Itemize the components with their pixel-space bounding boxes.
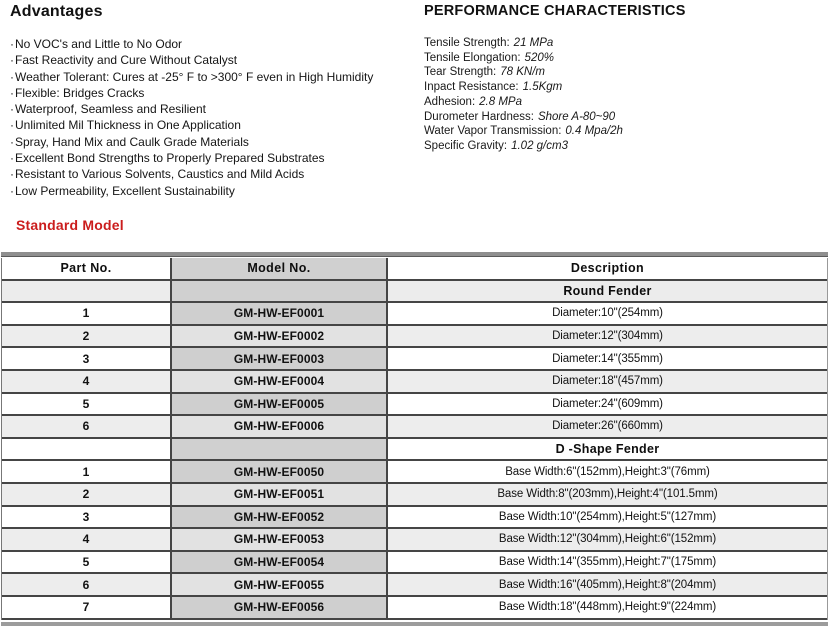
table-row	[2, 484, 827, 507]
part-cell: 6	[2, 416, 172, 437]
part-cell: 1	[2, 461, 172, 482]
table-row	[2, 326, 827, 349]
model-cell-empty	[172, 439, 388, 460]
description-cell: Diameter:12"(304mm)	[388, 326, 827, 347]
advantage-item	[10, 166, 415, 182]
spec-label: Inpact Resistance:	[424, 81, 519, 94]
performance-list	[424, 36, 824, 154]
spec-label: Durometer Hardness:	[424, 110, 534, 123]
part-cell: 3	[2, 348, 172, 369]
bullet-glyph: ·	[10, 134, 14, 149]
advantage-item	[10, 85, 415, 101]
part-cell: 7	[2, 597, 172, 618]
part-cell: 4	[2, 529, 172, 550]
spec-label: Adhesion:	[424, 95, 476, 108]
spec-value: 21 MPa	[513, 37, 554, 49]
product-table	[1, 252, 828, 626]
advantage-item	[10, 117, 415, 133]
description-cell: Diameter:18"(457mm)	[388, 371, 827, 392]
table-row	[2, 597, 827, 620]
advantage-text: Waterproof, Seamless and Resilient	[15, 102, 206, 117]
section-header-row-d-shape-fender	[2, 439, 827, 462]
spec-value: 78 KN/m	[500, 66, 545, 79]
bullet-glyph: ·	[10, 167, 14, 182]
advantages-title: Advantages	[10, 3, 103, 20]
part-cell: 2	[2, 484, 172, 505]
table-rows	[1, 258, 828, 620]
description-cell: Diameter:26"(660mm)	[388, 416, 827, 437]
model-cell-empty	[172, 281, 388, 302]
model-cell: GM-HW-EF0055	[172, 574, 388, 595]
advantage-text: Excellent Bond Strengths to Properly Prepared Substrates	[15, 151, 325, 166]
section-title: D -Shape Fender	[388, 439, 827, 460]
description-cell: Diameter:14"(355mm)	[388, 348, 827, 369]
advantages-section	[10, 3, 415, 199]
spec-row	[424, 65, 824, 80]
table-row	[2, 574, 827, 597]
description-cell: Diameter:24"(609mm)	[388, 394, 827, 415]
part-cell: 6	[2, 574, 172, 595]
table-row	[2, 348, 827, 371]
spec-row	[424, 51, 824, 66]
spec-row	[424, 36, 824, 51]
table-row	[2, 529, 827, 552]
column-header-description: Description	[388, 258, 827, 279]
spec-label: Tensile Elongation:	[424, 51, 521, 64]
part-cell-empty	[2, 439, 172, 460]
part-cell: 3	[2, 507, 172, 528]
table-row	[2, 461, 827, 484]
advantage-text: Fast Reactivity and Cure Without Catalyst	[15, 53, 238, 68]
part-cell: 5	[2, 552, 172, 573]
table-header-row	[2, 258, 827, 281]
spec-row	[424, 139, 824, 154]
part-cell-empty	[2, 281, 172, 302]
description-cell: Base Width:14"(355mm),Height:7"(175mm)	[388, 552, 827, 573]
spec-row	[424, 95, 824, 110]
bullet-glyph: ·	[10, 118, 14, 133]
table-row	[2, 394, 827, 417]
model-cell: GM-HW-EF0054	[172, 552, 388, 573]
performance-section	[424, 3, 824, 154]
spec-row	[424, 80, 824, 95]
spec-label: Water Vapor Transmission:	[424, 125, 562, 138]
model-cell: GM-HW-EF0056	[172, 597, 388, 618]
bullet-glyph: ·	[10, 37, 14, 51]
advantage-text: Low Permeability, Excellent Sustainability	[15, 183, 235, 198]
spec-label: Specific Gravity:	[424, 139, 508, 152]
spec-value: 0.4 Mpa/2h	[565, 125, 623, 138]
bullet-glyph: ·	[10, 69, 14, 84]
table-row	[2, 416, 827, 439]
description-cell: Diameter:10"(254mm)	[388, 303, 827, 324]
advantage-text: No VOC's and Little to No Odor	[15, 37, 183, 51]
description-cell: Base Width:18"(448mm),Height:9"(224mm)	[388, 597, 827, 618]
spec-value: Shore A-80~90	[537, 110, 616, 123]
model-cell: GM-HW-EF0003	[172, 348, 388, 369]
advantage-text: Weather Tolerant: Cures at -25° F to >300° F even in High Humidity	[15, 69, 374, 84]
model-cell: GM-HW-EF0002	[172, 326, 388, 347]
advantage-item	[10, 101, 415, 117]
table-top-bar	[1, 252, 828, 257]
spec-value: 2.8 MPa	[479, 95, 522, 108]
part-cell: 5	[2, 394, 172, 415]
description-cell: Base Width:12"(304mm),Height:6"(152mm)	[388, 529, 827, 550]
model-cell: GM-HW-EF0001	[172, 303, 388, 324]
part-cell: 1	[2, 303, 172, 324]
bullet-glyph: ·	[10, 85, 14, 100]
advantage-text: Spray, Hand Mix and Caulk Grade Materials	[15, 134, 249, 149]
spec-row	[424, 110, 824, 125]
spec-label: Tensile Strength:	[424, 37, 510, 49]
table-row	[2, 507, 827, 530]
advantage-item	[10, 36, 415, 52]
model-cell: GM-HW-EF0053	[172, 529, 388, 550]
advantage-item	[10, 69, 415, 85]
part-cell: 4	[2, 371, 172, 392]
standard-model-title: Standard Model	[16, 217, 124, 233]
model-cell: GM-HW-EF0004	[172, 371, 388, 392]
model-cell: GM-HW-EF0050	[172, 461, 388, 482]
model-cell: GM-HW-EF0006	[172, 416, 388, 437]
description-cell: Base Width:10"(254mm),Height:5"(127mm)	[388, 507, 827, 528]
part-cell: 2	[2, 326, 172, 347]
bullet-glyph: ·	[10, 151, 14, 166]
bullet-glyph: ·	[10, 53, 14, 68]
performance-title: PERFORMANCE CHARACTERISTICS	[424, 3, 686, 19]
table-row	[2, 371, 827, 394]
section-header-row-round-fender	[2, 281, 827, 304]
description-cell: Base Width:16"(405mm),Height:8"(204mm)	[388, 574, 827, 595]
spec-label: Tear Strength:	[424, 66, 497, 79]
column-header-part: Part No.	[2, 258, 172, 279]
model-cell: GM-HW-EF0052	[172, 507, 388, 528]
advantage-item	[10, 183, 415, 199]
advantage-text: Flexible: Bridges Cracks	[15, 85, 145, 100]
description-cell: Base Width:6"(152mm),Height:3"(76mm)	[388, 461, 827, 482]
advantage-item	[10, 134, 415, 150]
advantage-item	[10, 150, 415, 166]
column-header-model: Model No.	[172, 258, 388, 279]
table-bottom-bar	[1, 622, 828, 626]
bullet-glyph: ·	[10, 183, 14, 198]
advantage-text: Resistant to Various Solvents, Caustics and Mild Acids	[15, 167, 305, 182]
advantage-text: Unlimited Mil Thickness in One Application	[15, 118, 241, 133]
description-cell: Base Width:8"(203mm),Height:4"(101.5mm)	[388, 484, 827, 505]
table-row	[2, 303, 827, 326]
spec-value: 1.5Kgm	[522, 81, 563, 94]
model-cell: GM-HW-EF0051	[172, 484, 388, 505]
table-row	[2, 552, 827, 575]
advantages-list	[10, 36, 415, 199]
bullet-glyph: ·	[10, 102, 14, 117]
model-cell: GM-HW-EF0005	[172, 394, 388, 415]
spec-row	[424, 124, 824, 139]
advantage-item	[10, 52, 415, 68]
section-title: Round Fender	[388, 281, 827, 302]
spec-value: 520%	[524, 51, 554, 64]
spec-value: 1.02 g/cm3	[511, 139, 568, 152]
